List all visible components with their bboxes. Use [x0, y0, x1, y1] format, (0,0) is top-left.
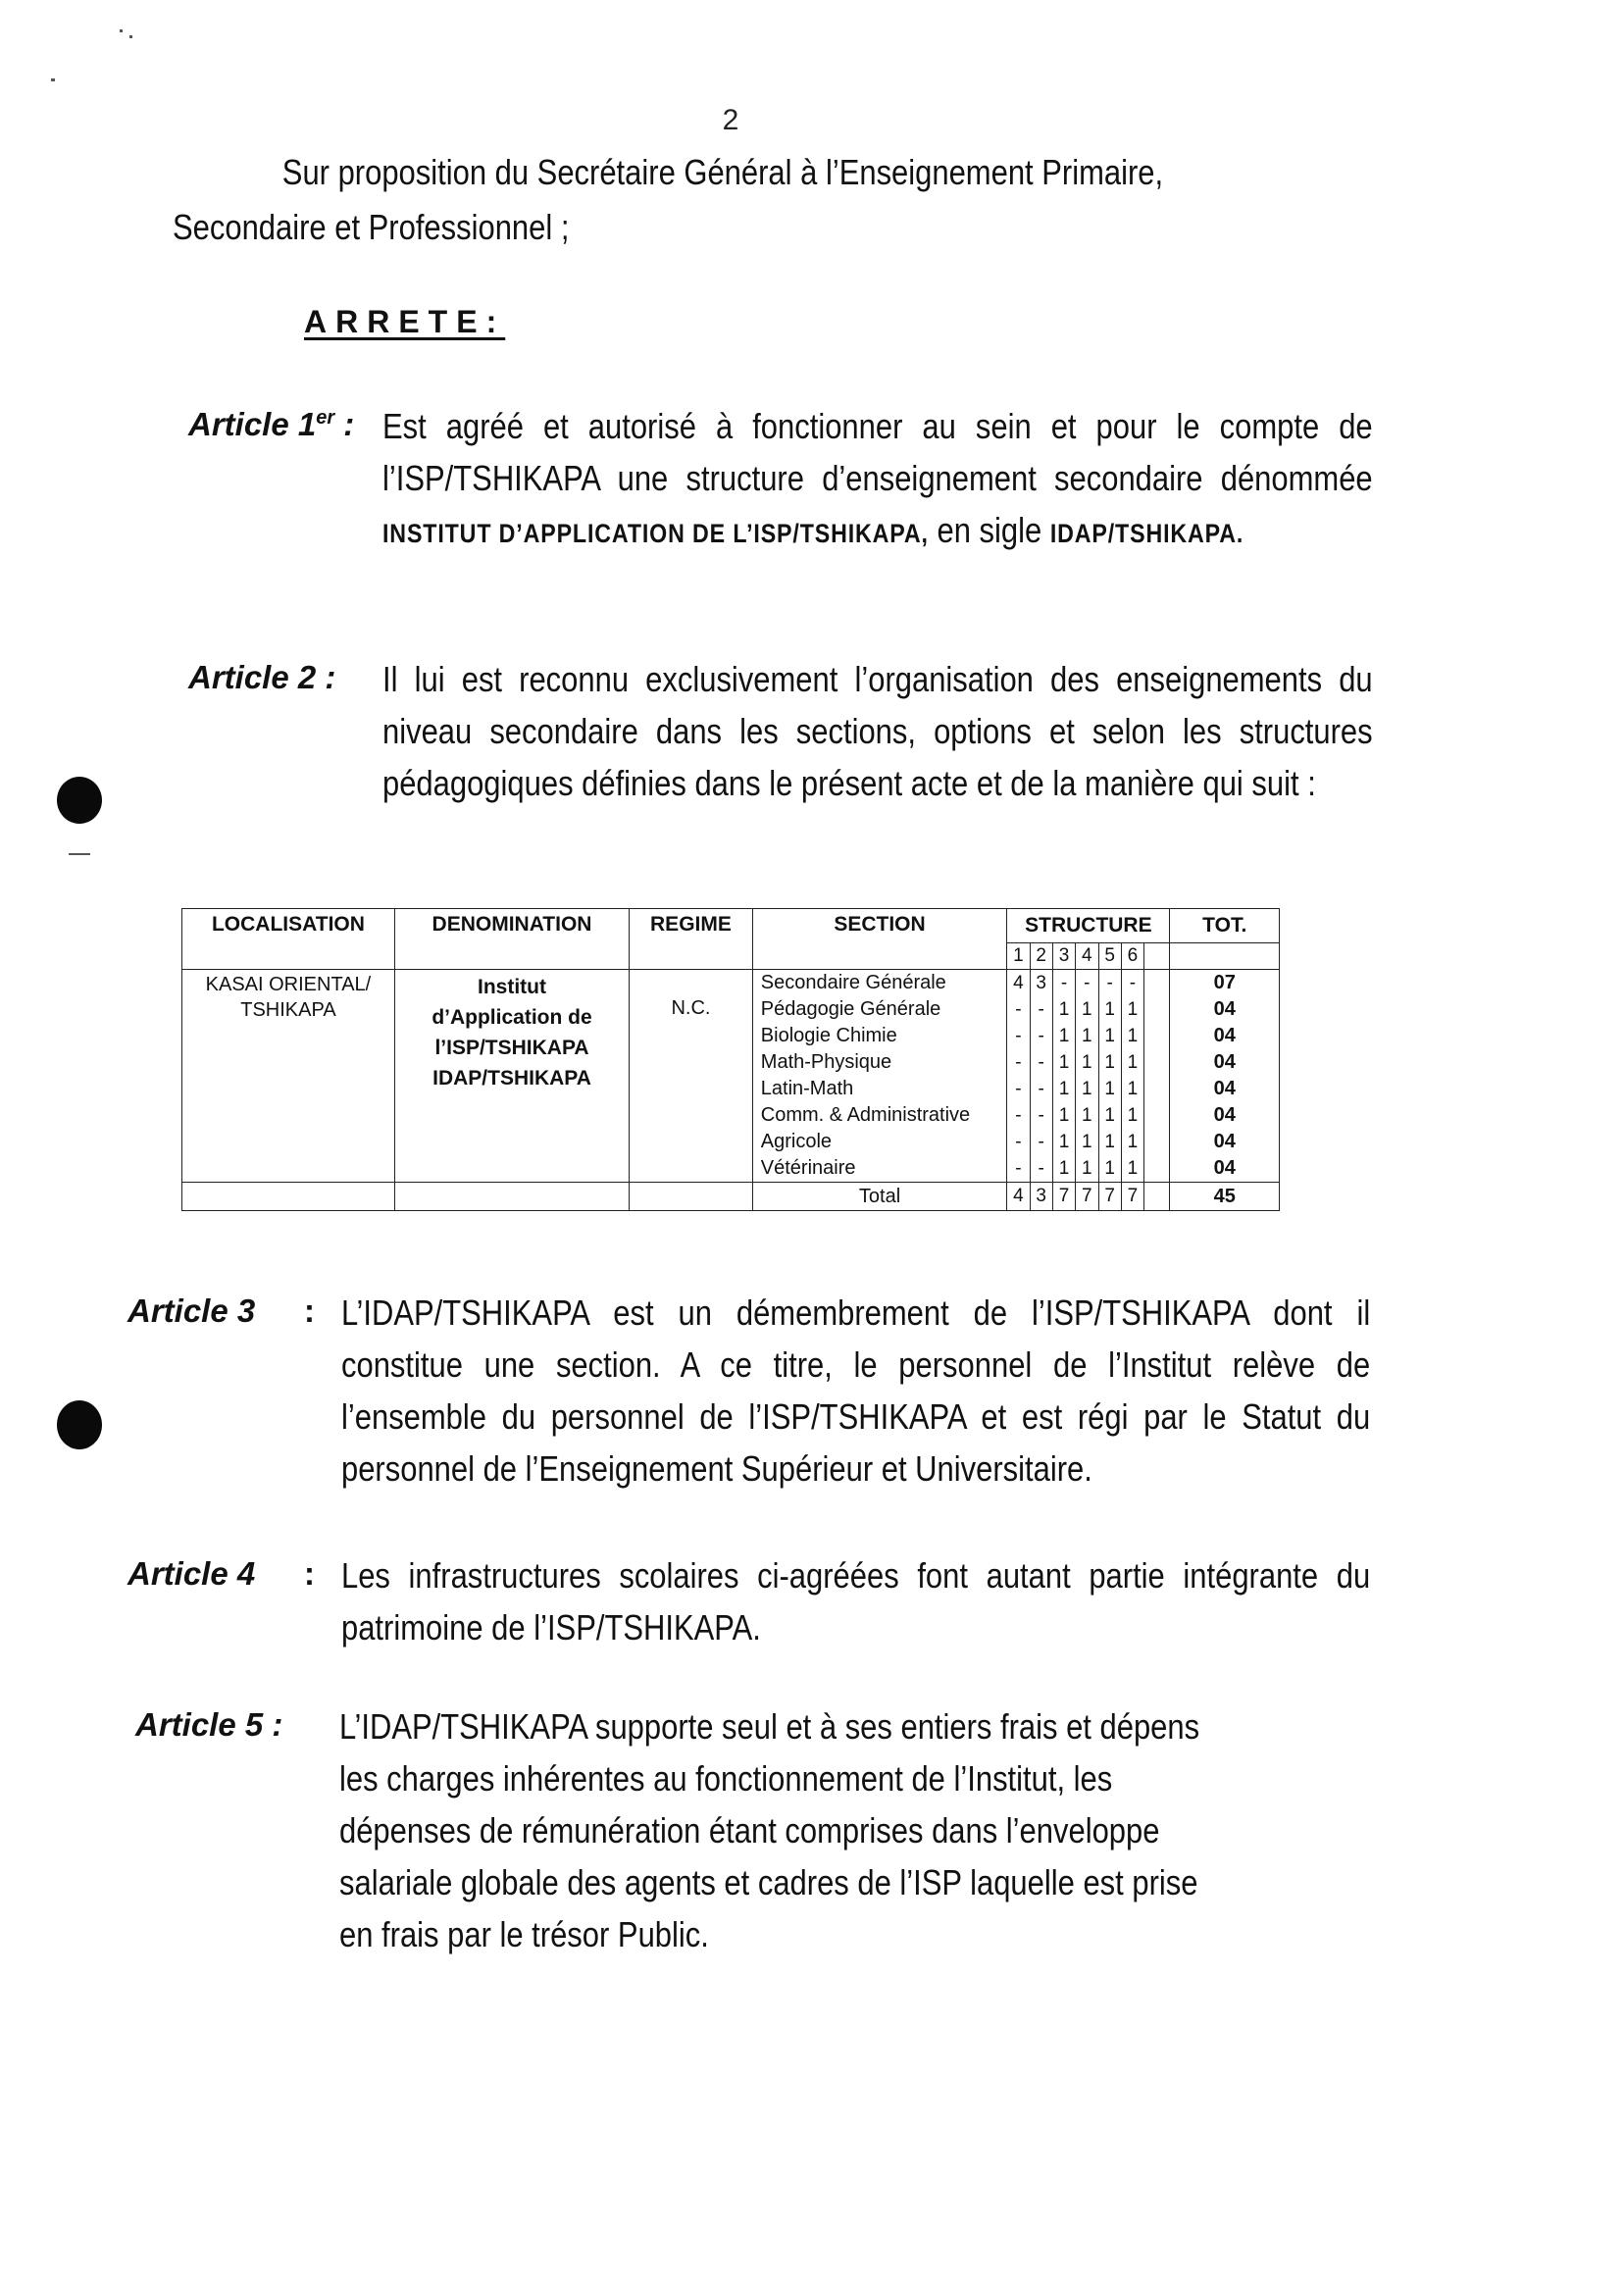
structure-count: 1 [1058, 1052, 1070, 1073]
col-header-denomination: DENOMINATION [394, 909, 629, 970]
structure-count: 3 [1036, 973, 1046, 993]
scan-speck [129, 35, 132, 38]
cell-structure-year-3 [1052, 970, 1075, 1183]
structure-year-6: 6 [1121, 943, 1143, 970]
structure-count: 1 [1127, 1158, 1139, 1179]
section-name: Pédagogie Générale [760, 998, 941, 1020]
institution-name: INSTITUT D’APPLICATION DE L’ISP/TSHIKAPA, [382, 519, 929, 548]
section-name: Comm. & Administrative [760, 1104, 971, 1126]
structure-count: 1 [1082, 1052, 1092, 1073]
structure-count: 1 [1104, 1105, 1115, 1126]
col-header-section: SECTION [752, 909, 1006, 970]
total-year-1: 4 [1007, 1183, 1030, 1211]
structure-count: 1 [1082, 1079, 1092, 1099]
structure-count: - [1015, 1079, 1022, 1099]
structure-count: 1 [1127, 1079, 1139, 1099]
section-total: 04 [1213, 1131, 1236, 1152]
page-number: 2 [722, 104, 739, 136]
structure-count: - [1015, 1026, 1022, 1046]
structure-count: 4 [1013, 973, 1024, 993]
section-name: Math-Physique [760, 1051, 892, 1073]
section-total: 04 [1213, 1104, 1236, 1126]
scan-speck [69, 853, 90, 855]
article-1-text: Est agréé et autorisé à fonctionner au sein et pour le compte de l’ISP/TSHIKAPA une structure d’enseignement secondaire dénommée INSTITUT D’APPLICATION DE L’ISP/TSHIKAPA, en sigle IDAP/TSHIKAPA. [382, 406, 1373, 550]
hole-punch-mark [57, 777, 102, 824]
section-total: 04 [1213, 1051, 1236, 1073]
col-header-regime: REGIME [630, 909, 753, 970]
article-4-text: Les infrastructures scolaires ci-agréées font autant partie intégrante du patrimoine de l’ISP/TSHIKAPA. [341, 1555, 1371, 1647]
structure-count: 1 [1127, 1026, 1139, 1046]
total-year-3: 7 [1052, 1183, 1075, 1211]
section-name: Vétérinaire [760, 1157, 856, 1179]
institution-sigle: IDAP/TSHIKAPA. [1049, 519, 1244, 548]
structure-count: 1 [1127, 1105, 1139, 1126]
col-header-tot: TOT. [1170, 909, 1280, 943]
structure-count: - [1038, 1158, 1044, 1179]
col-header-localisation: LOCALISATION [182, 909, 395, 970]
structure-count: - [1106, 973, 1113, 993]
cell-structure-year-1 [1007, 970, 1030, 1183]
total-year-2: 3 [1030, 1183, 1052, 1211]
structure-table [181, 908, 1280, 1218]
structure-count: 1 [1082, 1158, 1092, 1179]
article-2-label: Article 2 : [188, 659, 336, 695]
article-4-label: Article 4 [127, 1555, 256, 1592]
structure-count: 1 [1058, 1158, 1070, 1179]
structure-count: - [1038, 1132, 1044, 1152]
article-5-label: Article 5 : [135, 1706, 283, 1743]
structure-count: - [1038, 1079, 1044, 1099]
structure-count: - [1129, 973, 1137, 993]
article-1-label: Article 1er : [188, 406, 355, 442]
article-5-text: L’IDAP/TSHIKAPA supporte seul et à ses entiers frais et dépens les charges inhérentes au fonctionnement de l’Institut, les dépenses de rémunération étant comprises dans l’enveloppe salariale globale des agents et cadres de l’ISP laquelle est prise en frais par le trésor Public. [339, 1706, 1200, 1954]
structure-count: - [1038, 1026, 1044, 1046]
total-year-6: 7 [1121, 1183, 1143, 1211]
structure-count: 1 [1104, 1079, 1115, 1099]
cell-totals [1170, 970, 1280, 1183]
structure-count: - [1015, 1105, 1022, 1126]
structure-count: - [1015, 1158, 1022, 1179]
structure-count: 1 [1127, 1052, 1139, 1073]
section-total: 04 [1213, 1025, 1236, 1046]
total-tot: 45 [1170, 1183, 1280, 1211]
cell-denomination: Institut d’Application de l’ISP/TSHIKAPA IDAP/TSHIKAPA [394, 970, 629, 1183]
cell-structure-year-6 [1121, 970, 1143, 1183]
col-header-structure: STRUCTURE [1007, 909, 1170, 943]
structure-count: 1 [1082, 1132, 1092, 1152]
structure-count: 1 [1058, 1026, 1070, 1046]
total-year-5: 7 [1098, 1183, 1121, 1211]
cell-localisation: KASAI ORIENTAL/ TSHIKAPA [182, 970, 395, 1183]
cell-regime: N.C. [630, 970, 753, 1183]
cell-sections [752, 970, 1006, 1183]
structure-count: - [1015, 1052, 1022, 1073]
section-total: 07 [1213, 972, 1236, 993]
structure-count: 1 [1127, 1132, 1139, 1152]
structure-count: 1 [1104, 999, 1115, 1020]
structure-count: - [1084, 973, 1091, 993]
cell-structure-year-2 [1030, 970, 1052, 1183]
section-total: 04 [1213, 1157, 1236, 1179]
structure-year-4: 4 [1076, 943, 1098, 970]
hole-punch-mark [57, 1400, 102, 1449]
structure-count: 1 [1127, 999, 1139, 1020]
structure-count: 1 [1104, 1052, 1115, 1073]
structure-count: 1 [1082, 1026, 1092, 1046]
decree-heading: ARRETE: [304, 304, 506, 339]
structure-count: - [1038, 1052, 1044, 1073]
total-label: Total [752, 1183, 1006, 1211]
section-name: Agricole [760, 1131, 833, 1152]
structure-count: 1 [1104, 1026, 1115, 1046]
structure-count: - [1060, 973, 1068, 993]
article-3-text: L’IDAP/TSHIKAPA est un démembrement de l’ISP/TSHIKAPA dont il constitue une section. A ce titre, le personnel de l’Institut relève de l’ensemble du personnel de l’ISP/TSHIKAPA et est régi par le Statut du personnel de l’Enseignement Supérieur et Universitaire. [341, 1293, 1371, 1489]
cell-structure-year-4 [1076, 970, 1098, 1183]
article-3-label: Article 3 [127, 1293, 256, 1329]
scan-speck [120, 29, 123, 32]
structure-year-1: 1 [1007, 943, 1030, 970]
section-name: Latin-Math [760, 1078, 854, 1099]
structure-count: - [1038, 1105, 1044, 1126]
section-name: Biologie Chimie [760, 1025, 897, 1046]
structure-count: 1 [1058, 1132, 1070, 1152]
structure-count: - [1015, 999, 1022, 1020]
structure-count: 1 [1058, 1105, 1070, 1126]
total-row [182, 1183, 1280, 1211]
scan-speck [51, 78, 55, 81]
structure-year-5: 5 [1098, 943, 1121, 970]
article-2-text: Il lui est reconnu exclusivement l’organisation des enseignements du niveau secondaire dans les sections, options et selon les structures pédagogiques définies dans le présent acte et de la manière qui suit : [382, 659, 1373, 803]
structure-count: 1 [1082, 1105, 1092, 1126]
structure-count: 1 [1104, 1158, 1115, 1179]
structure-count: 1 [1058, 1079, 1070, 1099]
structure-count: - [1015, 1132, 1022, 1152]
total-year-4: 7 [1076, 1183, 1098, 1211]
intro-line-1: Sur proposition du Secrétaire Général à l’Enseignement Primaire, [281, 152, 1164, 192]
structure-year-3: 3 [1052, 943, 1075, 970]
structure-count: 1 [1058, 999, 1070, 1020]
article-3-colon: : [304, 1293, 315, 1329]
structure-count: - [1038, 999, 1044, 1020]
intro-line-2: Secondaire et Professionnel ; [173, 207, 570, 247]
intro-paragraph [173, 145, 1368, 255]
section-total: 04 [1213, 1078, 1236, 1099]
cell-structure-year-5 [1098, 970, 1121, 1183]
article-4-colon: : [304, 1555, 315, 1592]
section-total: 04 [1213, 998, 1236, 1020]
structure-year-2: 2 [1030, 943, 1052, 970]
section-name: Secondaire Générale [760, 972, 946, 993]
structure-count: 1 [1104, 1132, 1115, 1152]
structure-count: 1 [1082, 999, 1092, 1020]
